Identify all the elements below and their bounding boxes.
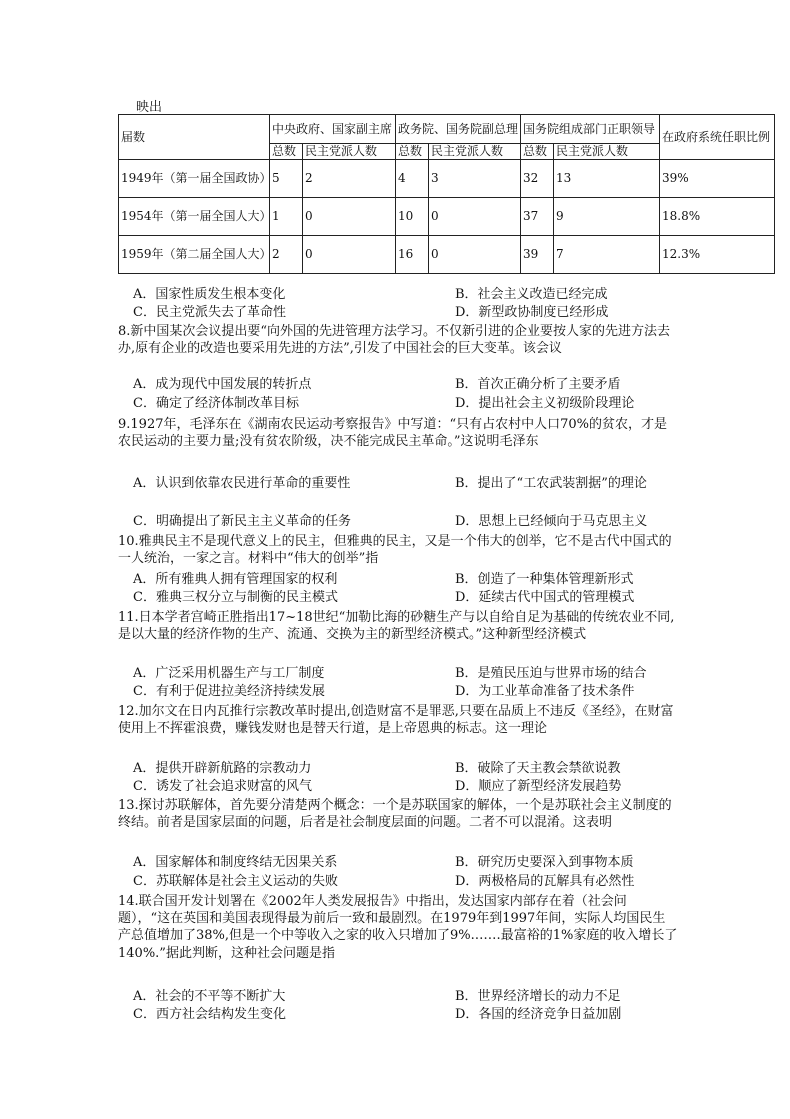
q13-option-c: C．苏联解体是社会主义运动的失败: [133, 874, 338, 889]
q7-option-c: C．民主党派失去了革命性: [133, 305, 286, 320]
q14-option-c: C．西方社会结构发生变化: [133, 1007, 286, 1022]
q8-option-c: C．确定了经济体制改革目标: [133, 396, 299, 411]
q11-stem: 11.日本学者宫崎正胜指出17~18世纪“加勒比海的砂糖生产与以自给自足为基础的传统农业不同,是以大量的经济作物的生产、流通、交换为主的新型经济模式。”这种新型经济模式: [118, 610, 675, 643]
cell-g2-total: 10: [396, 198, 429, 236]
q10-stem: 10.雅典民主不是现代意义上的民主，但雅典的民主，又是一个伟大的创举，它不是古代中国式的一人统治，一家之言。材料中“伟大的创举”指: [118, 534, 672, 567]
table-row: [119, 236, 775, 274]
q13-option-d: D．两极格局的瓦解具有必然性: [455, 874, 635, 889]
cell-g3-total: 32: [521, 160, 554, 198]
cell-g3-total: 39: [521, 236, 554, 274]
q12-stem: 12.加尔文在日内瓦推行宗教改革时提出,创造财富不是罪恶,只要在品质上不违反《圣经》，在财富使用上不挥霍浪费，赚钱发财也是替天行道，是上帝恩典的标志。这一理论: [118, 704, 674, 737]
lead-text: 映出: [136, 100, 163, 115]
sub-democratic: 民主党派人数: [554, 144, 660, 160]
q14-stem: 14.联合国开发计划署在《2002年人类发展报告》中指出，发达国家内部存在着（社会问题），“这在英国和美国表现得最为前后一致和最剧烈。在1979年到1997年间，实际人均国民生产总值增加了38%,但是一个中等收入之家的收入只增加了9%.……最富裕的1%家庭的收入增长了140%.”据此判断，这种社会问题是指: [118, 894, 678, 961]
table-row: [119, 198, 775, 236]
q13-option-a: A．国家解体和制度终结无因果关系: [133, 855, 338, 870]
q9-option-b: B．提出了“工农武装割据”的理论: [455, 476, 647, 491]
q13-option-b: B．研究历史要深入到事物本质: [455, 855, 634, 870]
cell-g3-dem: 13: [554, 160, 660, 198]
q14-option-b: B．世界经济增长的动力不足: [455, 989, 621, 1004]
sub-total: 总数: [396, 144, 429, 160]
cell-g2-dem: 3: [429, 160, 521, 198]
cell-g2-total: 16: [396, 236, 429, 274]
q9-option-a: A．认识到依靠农民进行革命的重要性: [133, 476, 351, 491]
cell-g2-dem: 0: [429, 198, 521, 236]
sub-democratic: 民主党派人数: [303, 144, 396, 160]
cell-g1-total: 2: [270, 236, 303, 274]
table-row: [119, 160, 775, 198]
q8-option-b: B．首次正确分析了主要矛盾: [455, 377, 621, 392]
q14-option-a: A．社会的不平等不断扩大: [133, 989, 286, 1004]
sub-total: 总数: [270, 144, 303, 160]
cell-edition: 1959年（第二届全国人大）: [119, 236, 270, 274]
q8-option-d: D．提出社会主义初级阶段理论: [455, 396, 635, 411]
q9-option-c: C．明确提出了新民主主义革命的任务: [133, 514, 351, 529]
q8-stem: 8.新中国某次会议提出要“向外国的先进管理方法学习。不仅新引进的企业要按人家的先进方法去办,原有企业的改造也要采用先进的方法”,引发了中国社会的巨大变革。该会议: [118, 324, 671, 357]
sub-democratic: 民主党派人数: [429, 144, 521, 160]
q10-option-b: B．创造了一种集体管理新形式: [455, 572, 634, 587]
q12-option-c: C．诱发了社会追求财富的风气: [133, 779, 312, 794]
cell-g1-total: 5: [270, 160, 303, 198]
header-edition: 届数: [119, 115, 270, 160]
header-group2: 政务院、国务院副总理: [396, 115, 521, 144]
cell-edition: 1954年（第一届全国人大）: [119, 198, 270, 236]
q7-option-d: D．新型政协制度已经形成: [455, 305, 609, 320]
cell-g3-dem: 9: [554, 198, 660, 236]
q10-option-a: A．所有雅典人拥有管理国家的权利: [133, 572, 338, 587]
header-group3: 国务院组成部门正职领导: [521, 115, 660, 144]
q14-option-d: D．各国的经济竞争日益加剧: [455, 1007, 622, 1022]
q12-option-b: B．破除了天主教会禁欲说教: [455, 761, 621, 776]
cell-g1-total: 1: [270, 198, 303, 236]
q12-option-a: A．提供开辟新航路的宗教动力: [133, 761, 312, 776]
cell-g2-total: 4: [396, 160, 429, 198]
q11-option-b: B．是殖民压迫与世界市场的结合: [455, 666, 647, 681]
q8-option-a: A．成为现代中国发展的转折点: [133, 377, 312, 392]
cell-ratio: 39%: [660, 160, 775, 198]
q11-option-a: A．广泛采用机器生产与工厂制度: [133, 666, 325, 681]
cell-ratio: 12.3%: [660, 236, 775, 274]
cell-g1-dem: 2: [303, 160, 396, 198]
politics-table: [118, 114, 775, 274]
q9-option-d: D．思想上已经倾向于马克思主义: [455, 514, 648, 529]
cell-g3-total: 37: [521, 198, 554, 236]
q10-option-c: C．雅典三权分立与制衡的民主模式: [133, 590, 338, 605]
cell-edition: 1949年（第一届全国政协）: [119, 160, 270, 198]
q9-stem: 9.1927年，毛泽东在《湖南农民运动考察报告》中写道：“只有占农村中人口70%的贫农，才是农民运动的主要力量;没有贫农阶级，决不能完成民主革命。”这说明毛泽东: [118, 417, 668, 450]
cell-ratio: 18.8%: [660, 198, 775, 236]
header-group1: 中央政府、国家副主席: [270, 115, 396, 144]
sub-total: 总数: [521, 144, 554, 160]
cell-g2-dem: 0: [429, 236, 521, 274]
q12-option-d: D．顺应了新型经济发展趋势: [455, 779, 622, 794]
q7-option-a: A．国家性质发生根本变化: [133, 287, 286, 302]
q7-option-b: B．社会主义改造已经完成: [455, 287, 608, 302]
header-ratio: 在政府系统任职比例: [660, 115, 775, 160]
q10-option-d: D．延续古代中国式的管理模式: [455, 590, 635, 605]
cell-g1-dem: 0: [303, 198, 396, 236]
cell-g1-dem: 0: [303, 236, 396, 274]
q11-option-d: D．为工业革命准备了技术条件: [455, 684, 635, 699]
q13-stem: 13.探讨苏联解体，首先要分清楚两个概念：一个是苏联国家的解体，一个是苏联社会主义制度的终结。前者是国家层面的问题，后者是社会制度层面的问题。二者不可以混淆。这表明: [118, 798, 672, 831]
q11-option-c: C．有利于促进拉美经济持续发展: [133, 684, 325, 699]
cell-g3-dem: 7: [554, 236, 660, 274]
